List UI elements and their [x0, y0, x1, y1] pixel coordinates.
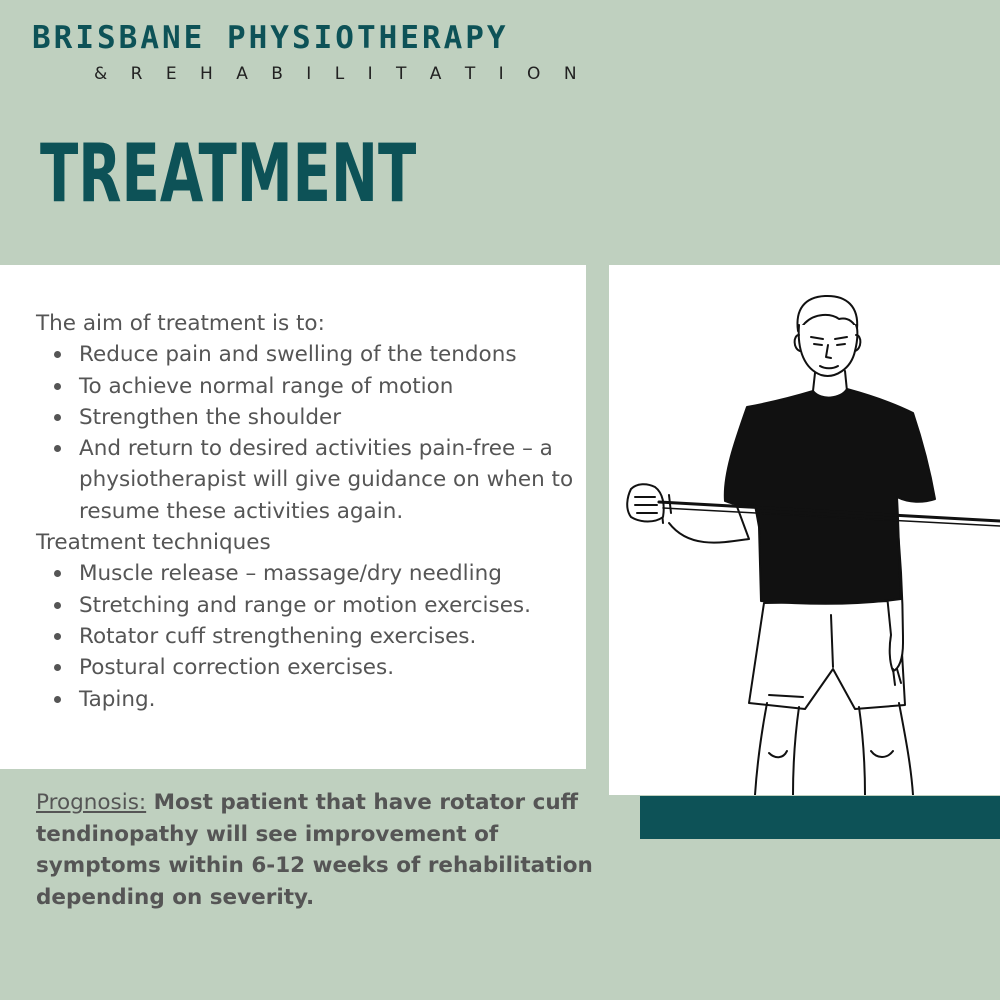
treatment-content [36, 308, 581, 715]
technique-item: Taping. [79, 684, 581, 715]
prognosis-label: Prognosis: [36, 790, 147, 815]
accent-bar [640, 796, 1000, 839]
brand-name: BRISBANE PHYSIOTHERAPY [32, 20, 509, 56]
aim-item: Reduce pain and swelling of the tendons [79, 339, 581, 370]
resistance-band-exercise-illustration [609, 265, 1000, 795]
techniques-list [36, 558, 581, 714]
aim-heading: The aim of treatment is to: [36, 311, 325, 336]
technique-item: Postural correction exercises. [79, 652, 581, 683]
aim-item: To achieve normal range of motion [79, 371, 581, 402]
aim-list [36, 339, 581, 527]
prognosis-paragraph [36, 787, 596, 913]
technique-item: Stretching and range or motion exercises. [79, 590, 581, 621]
brand-tagline: & R E H A B I L I T A T I O N [94, 64, 586, 84]
aim-item: And return to desired activities pain-free – a physiotherapist will give guidance on when to resume these activities again. [79, 433, 581, 527]
page-title: TREATMENT [40, 127, 417, 220]
technique-item: Rotator cuff strengthening exercises. [79, 621, 581, 652]
aim-item: Strengthen the shoulder [79, 402, 581, 433]
prognosis-text: Most patient that have rotator cuff tendinopathy will see improvement of symptoms within 6-12 weeks of rehabilitation depending on severity. [36, 790, 593, 910]
exercise-illustration-card [609, 265, 1000, 795]
techniques-heading: Treatment techniques [36, 530, 271, 556]
technique-item: Muscle release – massage/dry needling [79, 558, 581, 589]
